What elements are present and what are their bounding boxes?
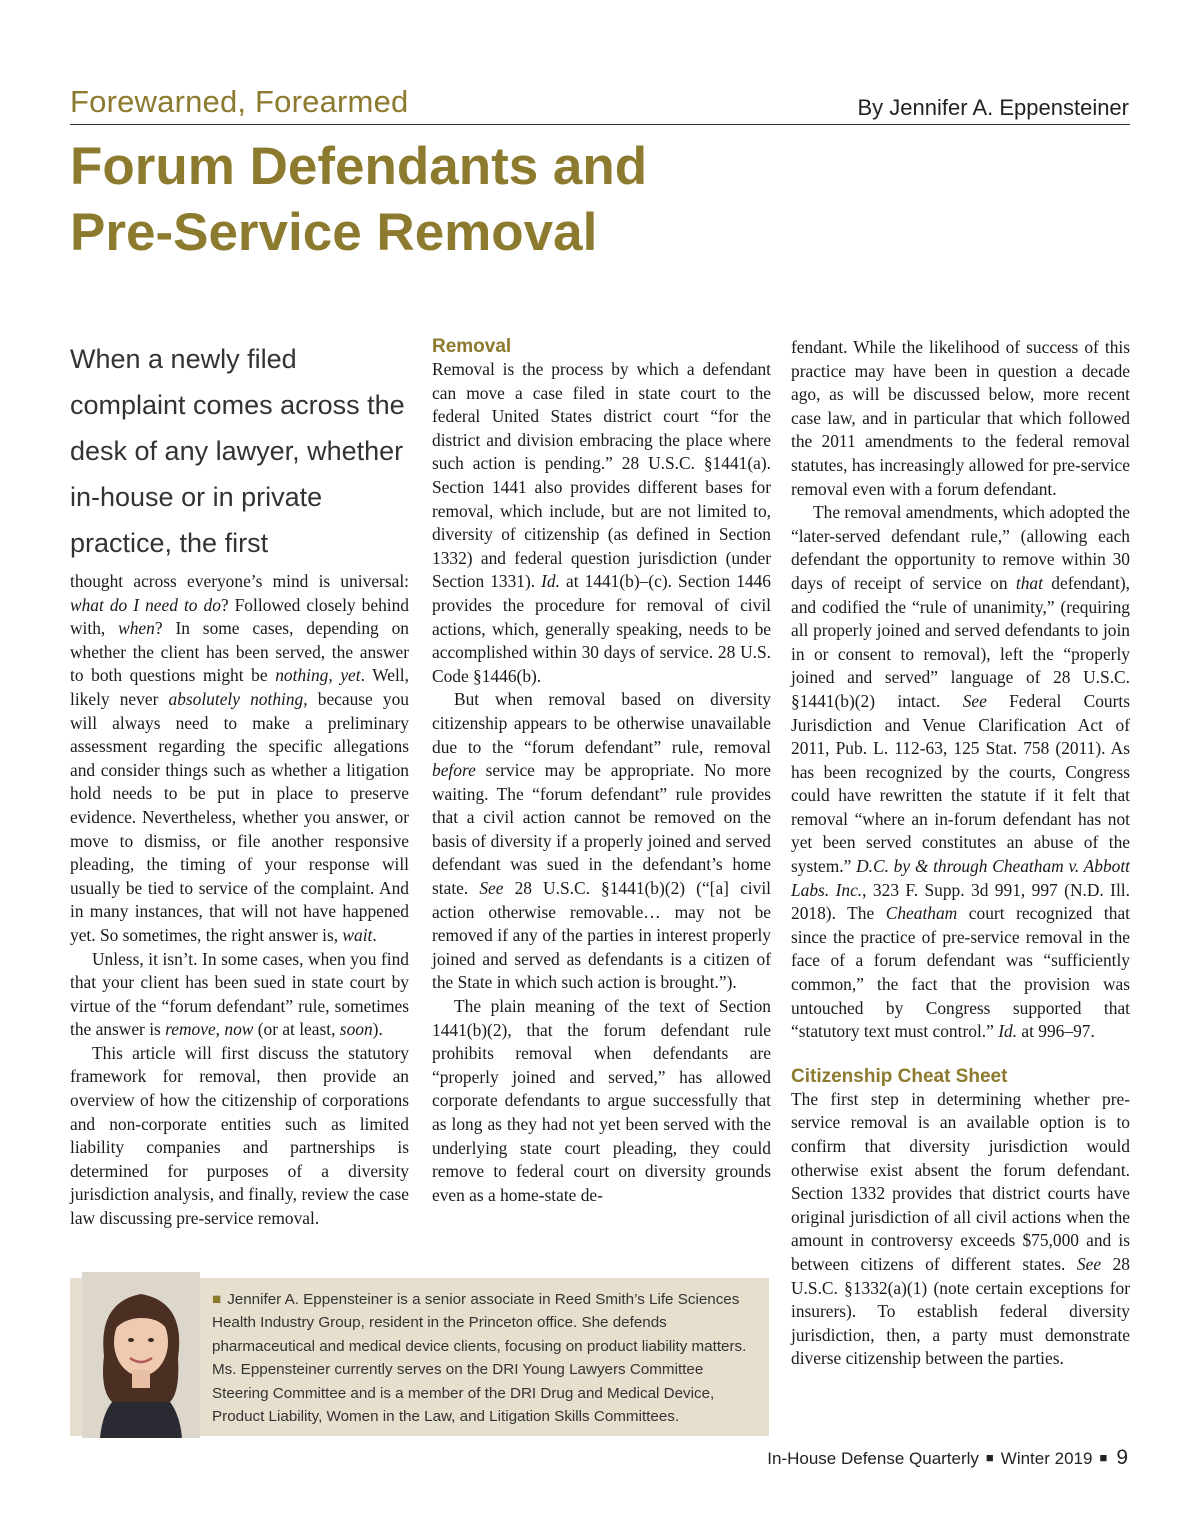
- body-paragraph: This article will first discuss the statutory framework for removal, then provide an overview of how the citizenship of corporations and non-corporate entities such as limited liability companies and partnerships is determined for purposes of a diversity jurisdiction analysis, and finally, review the case law discussing pre-service removal.: [70, 1042, 409, 1229]
- body-paragraph: fendant. While the likelihood of success of this practice may have been in question a decade ago, as will be discussed below, more recent case law, and in particular that which followed the 2011 amendments to the federal removal statutes, has increasingly allowed for pre-service removal even with a forum defendant.: [791, 337, 1130, 499]
- section-heading-citizenship: Citizenship Cheat Sheet: [791, 1065, 1008, 1087]
- author-bio-text: ■ Jennifer A. Eppensteiner is a senior associate in Reed Smith’s Life Sciences Health Industry Group, resident in the Princeton office. She defends pharmaceutical and medical device clients, focusing on product liability matters. Ms. Eppensteiner currently serves on the DRI Young Lawyers Committee Steering Committee and is a member of the DRI Drug and Medical Device, Product Liability, Women in the Law, and Litigation Skills Committees.: [212, 1291, 747, 1426]
- section-label: Forewarned, Forearmed: [70, 84, 409, 119]
- section-heading-removal: Removal: [432, 336, 512, 357]
- body-paragraph: thought across everyone’s mind is universal: what do I need to do? Followed closely behind with, when? In some cases, depending on whether the client has been served, the answer to both questions might be nothing, yet. Well, likely never absolutely nothing, because you will always need to make a preliminary assessment regarding the specific allegations and consider things such as whether a litigation hold needs to be put in place to preserve evidence. Nevertheless, whether you answer, or move to dismiss, or file another responsive pleading, the timing of your response will usually be tied to service of the complaint. And in many instances, that will not have happened yet. So sometimes, the right answer is, wait.: [70, 571, 409, 945]
- body-paragraph: But when removal based on diversity citizenship appears to be otherwise unavailable due to the “forum defendant” rule, removal before service may be appropriate. No more waiting. The “forum defendant” rule provides that a civil action cannot be removed on the basis of diversity if a properly joined and served defendant was sued in the defendant’s home state. See 28 U.S.C. §1441(b)(2) (“[a] civil action otherwise removable… may not be removed if any of the parties in interest properly joined and served as defendants is a citizen of the State in which such action is brought.”).: [432, 689, 771, 993]
- byline: By Jennifer A. Eppensteiner: [857, 95, 1129, 120]
- header-rule: [70, 124, 1130, 125]
- lead-paragraph: When a newly filed complaint comes across the desk of any lawyer, whether in-house or in private practice, the first: [70, 344, 405, 558]
- title-line-2: Pre-Service Removal: [70, 203, 598, 262]
- square-bullet-icon: ■: [212, 1291, 222, 1308]
- column-3: [791, 336, 1130, 1371]
- page-number: 9: [1116, 1446, 1128, 1469]
- body-paragraph: The first step in determining whether pre-service removal is an available option is to confirm that diversity jurisdiction would otherwise exist absent the forum defendant. Section 1332 provides that district courts have original jurisdiction of all civil actions when the amount in controversy exceeds $75,000 and is between citizens of different states. See 28 U.S.C. §1332(a)(1) (note certain exceptions for insurers). To establish federal diversity jurisdiction, then, a party must demonstrate diverse citizenship between the parties.: [791, 1088, 1131, 1369]
- publication-name: In-House Defense Quarterly: [767, 1449, 979, 1468]
- column-2: [432, 336, 771, 1207]
- square-separator-icon: ■: [1099, 1450, 1108, 1465]
- body-paragraph: Removal is the process by which a defendant can move a case filed in state court to the federal United States district court “for the district and division embracing the place where such action is pending.” 28 U.S.C. §1441(a). Section 1441 also provides different bases for removal, which include, but are not limited to, diversity of citizenship (as defined in Section 1332) and federal question jurisdiction (under Section 1331). Id. at 1441(b)–(c). Section 1446 provides the procedure for removal of civil actions, which, generally speaking, needs to be accomplished within 30 days of service. 28 U.S. Code §1446(b).: [432, 359, 771, 686]
- body-paragraph: Unless, it isn’t. In some cases, when you find that your client has been sued in state court by virtue of the “forum defendant” rule, sometimes the answer is remove, now (or at least, soon).: [70, 948, 409, 1040]
- page-footer: [767, 1446, 1128, 1470]
- author-photo: [82, 1272, 200, 1438]
- article-title: [70, 134, 647, 266]
- square-separator-icon: ■: [985, 1450, 994, 1465]
- title-line-1: Forum Defendants and: [70, 137, 648, 196]
- body-paragraph: The plain meaning of the text of Section 1441(b)(2), that the forum defendant rule prohibits removal when defendants are “properly joined and served,” has allowed corporate defendants to argue successfully that as long as they had not yet been served with the underlying state court pleading, they could remove to federal court on diversity grounds even as a home-state de-: [432, 996, 771, 1205]
- body-paragraph: The removal amendments, which adopted the “later-served defendant rule,” (allowing each defendant the opportunity to remove within 30 days of receipt of service on that defendant), and codified the “rule of unanimity,” (requiring all properly joined and served defendants to join in or consent to removal), left the “properly joined and served” language of 28 U.S.C. §1441(b)(2) intact. See Federal Courts Jurisdiction and Venue Clarification Act of 2011, Pub. L. 112-63, 125 Stat. 758 (2011). As has been recognized by the courts, Congress could have rewritten the statute if it felt that removal “where an in-forum defendant has not yet been served constitutes an abuse of the system.” D.C. by & through Cheatham v. Abbott Labs. Inc., 323 F. Supp. 3d 991, 997 (N.D. Ill. 2018). The Cheatham court recognized that since the practice of pre-service removal in the face of a forum defendant was “sufficiently common,” the fact that the provision was untouched by Congress supported that “statutory text must control.” Id. at 996–97.: [791, 502, 1130, 1042]
- issue-date: Winter 2019: [1000, 1449, 1093, 1468]
- column-1: [70, 336, 409, 1231]
